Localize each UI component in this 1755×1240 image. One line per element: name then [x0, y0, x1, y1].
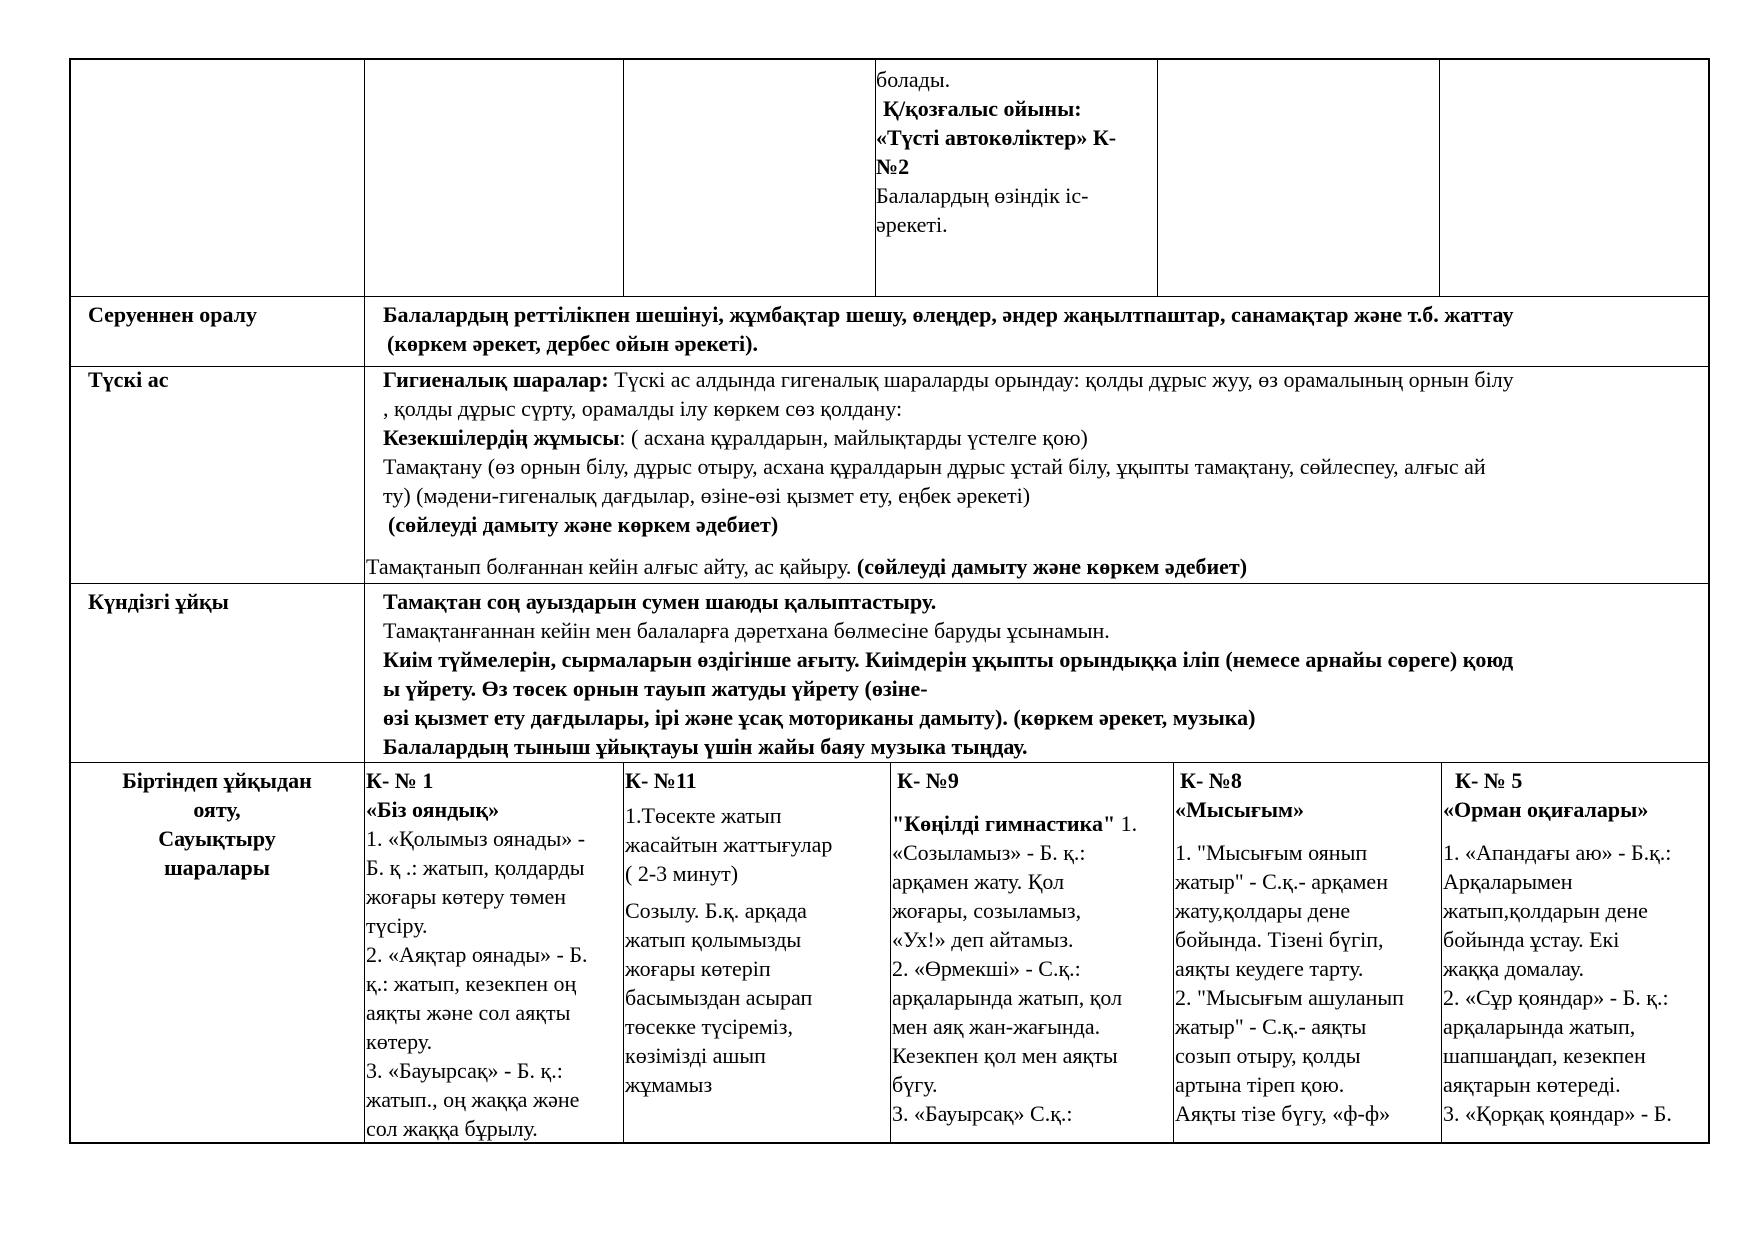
cell-line: жұмамыз: [625, 1072, 713, 1097]
lunch-line: Тамақтану (өз орнын білу, дұрыс отыру, асхана құралдарын дұрыс ұстай білу, ұқыпты тамақтану, сөйлеспеу, алғыс ай: [383, 454, 1486, 479]
complex-number: К- № 1: [366, 768, 434, 793]
cell-line: жатыр" - С.қ.- аяқты: [1175, 1014, 1367, 1039]
row-divider: [69, 296, 1710, 297]
cell-line: бойында. Тізені бүгіп,: [1175, 927, 1384, 952]
cell-line: жатып,қолдарын дене: [1443, 898, 1648, 923]
cell-line: жоғары көтеріп: [625, 956, 771, 981]
cell-line: жатып қолымызды: [625, 927, 802, 952]
row-label-sleep: Күндізгі ұйқы: [88, 589, 229, 614]
complex-number: К- №9: [897, 768, 959, 793]
top-row-cell-4: [876, 65, 1116, 239]
wake-cell-2: [625, 766, 832, 1099]
sleep-line: Тамақтанғаннан кейін мен балаларға дәретхана бөлмесіне баруды ұсынамын.: [383, 618, 1110, 643]
cell-line: "Көңілді гимнастика" 1.: [892, 811, 1138, 836]
cell-line: 1.Төсекте жатып: [625, 803, 782, 828]
lunch-line: ту) (мәдени-гигеналық дағдылар, өзіне-өзі қызмет ету, еңбек әрекеті): [383, 483, 1031, 508]
sleep-line: Киім түймелерін, сырмаларын өздігінше ағыту. Киімдерін ұқыпты орындыққа іліп (немесе арнайы сөреге) қоюд: [383, 647, 1514, 672]
cell-line: арқаларында жатып, қол: [892, 985, 1123, 1010]
seruen-line: Балалардың реттілікпен шешінуі, жұмбақтар шешу, өлеңдер, әндер жаңылтпаштар, санамақтар және т.б. жаттау: [383, 302, 1514, 327]
complex-number: К- №8: [1180, 768, 1242, 793]
cell-line: жатып., оң жаққа және: [366, 1087, 580, 1112]
cell-line: 2. «Аяқтар оянады» - Б.: [366, 942, 588, 967]
seruen-line: (көркем әрекет, дербес ойын әрекеті).: [387, 331, 758, 356]
label-line: Сауықтыру: [158, 826, 276, 851]
sleep-line: өзі қызмет ету дағдылары, ірі және ұсақ моториканы дамыту). (көркем әрекет, музыка): [383, 705, 1256, 730]
cell-line: «Ух!» деп айтамыз.: [892, 927, 1074, 952]
cell-line: 1. «Қолымыз оянады» -: [366, 826, 586, 851]
row-label-wake: [70, 766, 364, 882]
cell-line: арқаларында жатып,: [1443, 1014, 1636, 1039]
lunch-last-line: Тамақтанып болғаннан кейін алғыс айту, ас қайыру. (сөйлеуді дамыту және көркем әдебиет): [366, 554, 1248, 579]
row-label-lunch: Түскі ас: [88, 367, 169, 392]
cell-line: жоғары көтеру төмен: [366, 884, 567, 909]
complex-title: «Орман оқиғалары»: [1443, 797, 1649, 822]
lunch-line: (сөйлеуді дамыту және көркем әдебиет): [388, 512, 779, 537]
cell-line: Б. қ .: жатып, қолдарды: [366, 855, 585, 880]
cell-line: көтеру.: [366, 1029, 433, 1054]
complex-number: К- № 5: [1455, 768, 1523, 793]
cell-line: бойында ұстау. Екі: [1443, 927, 1620, 952]
wake-cell-1: [366, 766, 588, 1143]
cell-line: түсіру.: [366, 913, 428, 938]
column-divider: [1157, 58, 1158, 296]
cell-line: Кезекпен қол мен аяқты: [892, 1043, 1118, 1068]
cell-line: шапшаңдап, кезекпен: [1443, 1043, 1646, 1068]
cell-line: «Созыламыз» - Б. қ.:: [892, 840, 1086, 865]
cell-line: 2. «Сұр қояндар» - Б. қ.:: [1443, 985, 1669, 1010]
lunch-line: Гигиеналық шаралар: Түскі ас алдында гигеналық шараларды орындау: қолды дұрыс жуу, өз орамалының орнын білу: [383, 367, 1514, 392]
cell-line: аяқты кеудеге тарту.: [1175, 956, 1364, 981]
lunch-text: [383, 365, 1514, 539]
label-line: Біртіндеп ұйқыдан: [122, 768, 312, 793]
label-line: шаралары: [164, 855, 270, 880]
column-divider: [1441, 762, 1442, 1144]
cell-line: 3. «Бауырсақ» С.қ.:: [892, 1101, 1073, 1126]
cell-text: Балалардың өзіндік іс-: [876, 183, 1089, 208]
cell-line: арқамен жату. Қол: [892, 869, 1065, 894]
wake-cell-4: [1175, 766, 1404, 1128]
sleep-line: ы үйрету. Өз төсек орнын тауып жатуды үйрету (өзіне-: [383, 676, 928, 701]
cell-line: бүгу.: [892, 1072, 938, 1097]
row-label-seruen: Серуеннен оралу: [88, 302, 258, 327]
cell-line: қ.: жатып, кезекпен оң: [366, 971, 577, 996]
game-title: Қ/қозғалыс ойыны:: [883, 96, 1082, 121]
cell-line: 3. «Бауырсақ» - Б. қ.:: [366, 1058, 563, 1083]
column-divider: [364, 58, 365, 1144]
cell-line: артына тіреп қою.: [1175, 1072, 1345, 1097]
sleep-text: [383, 587, 1513, 761]
cell-line: ( 2-3 минут): [625, 861, 739, 886]
cell-line: 2. "Мысығым ашуланып: [1175, 985, 1404, 1010]
cell-line: жатыр" - С.қ.- арқамен: [1175, 869, 1388, 894]
cell-line: жасайтын жаттығулар: [625, 832, 833, 857]
cell-line: сол жаққа бұрылу.: [366, 1116, 538, 1141]
cell-line: мен аяқ жан-жағында.: [892, 1014, 1101, 1039]
cell-line: Арқаларымен: [1443, 869, 1573, 894]
cell-line: 2. «Өрмекші» - С.қ.:: [892, 956, 1081, 981]
cell-line: аяқты және сол аяқты: [366, 1000, 571, 1025]
cell-line: Созылу. Б.қ. арқада: [625, 898, 807, 923]
lunch-line: Кезекшілердің жұмысы: ( асхана құралдарын, майлықтарды үстелге қою): [383, 425, 1088, 450]
cell-line: созып отыру, қолды: [1175, 1043, 1361, 1068]
seruen-text: [383, 300, 1513, 358]
label-line: ояту,: [193, 797, 241, 822]
cell-line: жаққа домалау.: [1443, 956, 1585, 981]
cell-line: Аяқты тізе бүгу, «ф-ф»: [1175, 1101, 1391, 1126]
game-number: №2: [876, 154, 910, 179]
cell-line: аяқтарын көтереді.: [1443, 1072, 1621, 1097]
lunch-line: , қолды дұрыс сүрту, орамалды ілу көркем сөз қолдану:: [383, 396, 903, 421]
cell-line: 1. "Мысығым оянып: [1175, 840, 1368, 865]
cell-line: басымыздан асырап: [625, 985, 813, 1010]
column-divider: [623, 762, 624, 1144]
column-divider: [890, 762, 891, 1144]
cell-text: болады.: [876, 67, 951, 92]
wake-cell-5: [1443, 766, 1672, 1128]
wake-cell-3: [892, 766, 1137, 1128]
cell-line: төсекке түсіреміз,: [625, 1014, 793, 1039]
cell-text: әрекеті.: [876, 212, 948, 237]
cell-line: 1. «Апандағы аю» - Б.қ.:: [1443, 840, 1672, 865]
column-divider: [1173, 762, 1174, 1144]
column-divider: [623, 58, 624, 296]
sleep-line: Балалардың тыныш ұйықтауы үшін жайы баяу музыка тыңдау.: [383, 734, 1028, 759]
game-name: «Түсті автокөліктер» К-: [876, 125, 1117, 150]
cell-line: жоғары, созыламыз,: [892, 898, 1082, 923]
cell-line: жату,қолдары дене: [1175, 898, 1351, 923]
complex-number: К- №11: [625, 768, 697, 793]
cell-line: көзімізді ашып: [625, 1043, 766, 1068]
complex-title: «Мысығым»: [1175, 797, 1305, 822]
complex-title: «Біз ояндық»: [366, 797, 500, 822]
column-divider: [1439, 58, 1440, 296]
sleep-line: Тамақтан соң ауыздарын сумен шаюды қалыптастыру.: [383, 589, 937, 614]
cell-line: 3. «Қорқақ қояндар» - Б.: [1443, 1101, 1672, 1126]
row-divider: [69, 583, 1710, 584]
